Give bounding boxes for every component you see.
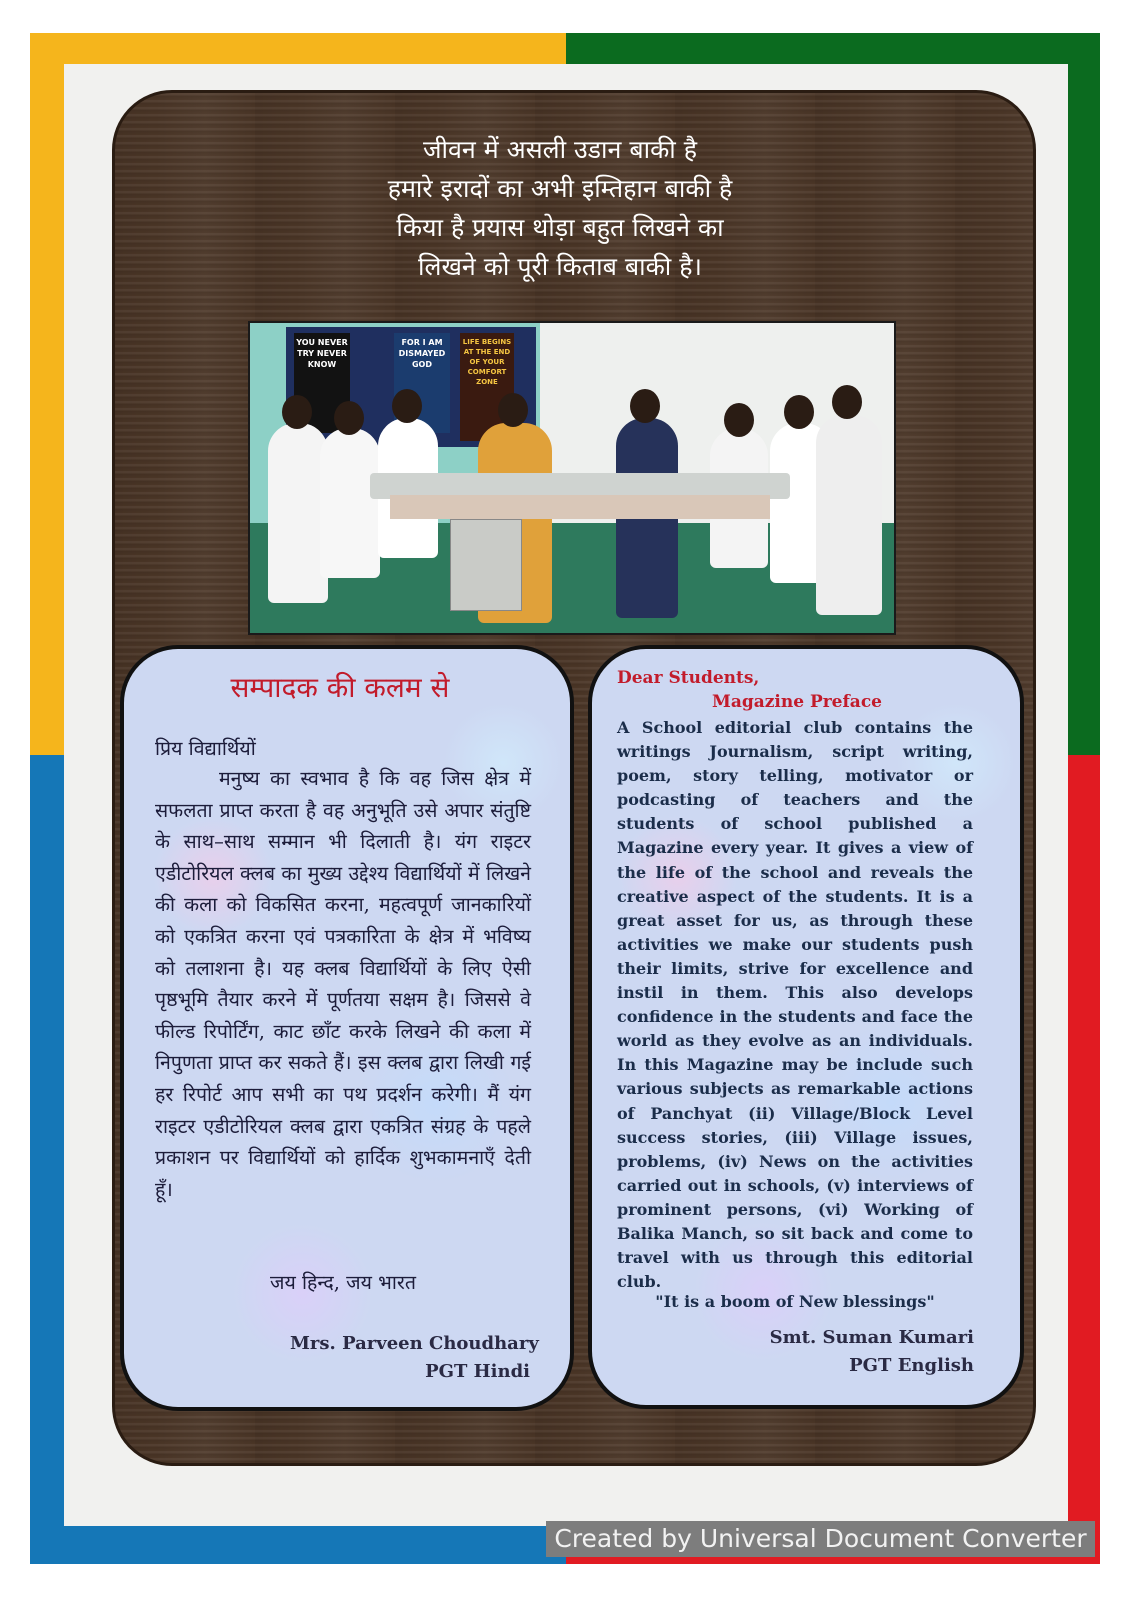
student-figure <box>816 415 882 615</box>
editorial-club-photo <box>248 321 896 635</box>
author-role: PGT Hindi <box>425 1361 530 1382</box>
table-cloth <box>390 495 770 519</box>
student-head <box>832 385 862 419</box>
teacher-head <box>498 393 528 427</box>
author-name: Smt. Suman Kumari <box>769 1327 974 1348</box>
author-role: PGT English <box>849 1355 974 1376</box>
poster-god: FOR I AM DISMAYED GOD <box>394 333 450 433</box>
poster-comfort-zone: LIFE BEGINS AT THE END OF YOUR COMFORT ZONE <box>460 333 514 441</box>
converter-watermark: Created by Universal Document Converter <box>546 1521 1095 1557</box>
poster-you-never-try: YOU NEVER TRY NEVER KNOW <box>294 333 350 433</box>
hindi-editor-signature <box>290 1330 539 1386</box>
hindi-closing: जय हिन्द, जय भारत <box>270 1271 416 1294</box>
student-head <box>282 395 312 429</box>
student-head <box>724 403 754 437</box>
student-figure <box>320 428 380 578</box>
student-figure <box>268 423 328 603</box>
drawer-cabinet <box>450 519 522 611</box>
hindi-body-text: मनुष्य का स्वभाव है कि वह जिस क्षेत्र में सफलता प्राप्त करता है वह अनुभूति उसे अपार संतुष्टि के साथ–साथ सम्मान भी दिलाती है। यंग राइटर एडीटोरियल क्लब का मुख्य उद्देश्य विद्यार्थियों में लिखने की कला को विकसित करना, महत्वपूर्ण जानकारियों को एकत्रित करना एवं पत्रकारिता के क्षेत्र में भविष्य को तलाशना है। यह क्लब विद्यार्थियों के लिए ऐसी पृष्ठभूमि तैयार करने में पूर्णतया सक्षम है। जिससे वे फील्ड रिपोर्टिंग, काट छाँट करके लिखने की कला में निपुणता प्राप्त कर सकते हैं। इस क्लब द्वारा लिखी गई हर रिपोर्ट आप सभी का पथ प्रदर्शन करेगी। मैं यंग राइटर एडीटोरियल क्लब द्वारा एकत्रित संग्रह के पहले प्रकाशन पर विद्यार्थियों को हार्दिक शुभकामनाएँ देती हूँ। <box>155 767 531 1201</box>
poem-line: किया है प्रयास थोड़ा बहुत लिखने का <box>396 213 724 242</box>
author-name: Mrs. Parveen Choudhary <box>290 1333 539 1354</box>
poem-line: लिखने को पूरी किताब बाकी है। <box>418 252 702 281</box>
teacher-head <box>630 389 660 423</box>
student-head <box>784 395 814 429</box>
student-head <box>334 401 364 435</box>
preface-greeting: Dear Students, <box>617 668 760 688</box>
poem <box>300 130 820 286</box>
student-head <box>392 389 422 423</box>
preface-body: A School editorial club contains the writings Journalism, script writing, poem, story telling, motivator or podcasting of teachers and the students of school published a Magazine every year. It gives a view of the life of the school and reveals the creative aspect of the students. It is a great asset for us, as through these activities we make our students push their limits, strive for excellence and instil in them. This also develops confidence in the students and face the world as they evolve as an individuals. In this Magazine may be include such various subjects as remarkable actions of Panchyat (ii) Village/Block Level success stories, (iii) Village issues, problems, (iv) News on the activities carried out in schools, (v) interviews of prominent persons, (vi) Working of Balika Manch, so sit back and come to travel with us through this editorial club. <box>617 718 973 1292</box>
english-editor-signature <box>720 1324 974 1380</box>
hindi-salutation: प्रिय विद्यार्थियों <box>155 737 256 760</box>
hindi-editorial-body <box>155 763 531 1205</box>
poem-line: जीवन में असली उडान बाकी है <box>422 135 698 164</box>
hindi-editorial-title: सम्पादक की कलम से <box>230 671 450 704</box>
poem-line: हमारे इरादों का अभी इम्तिहान बाकी है <box>387 174 733 203</box>
preface-quote: "It is a boom of New blessings" <box>655 1292 935 1311</box>
preface-heading: Magazine Preface <box>712 692 882 712</box>
